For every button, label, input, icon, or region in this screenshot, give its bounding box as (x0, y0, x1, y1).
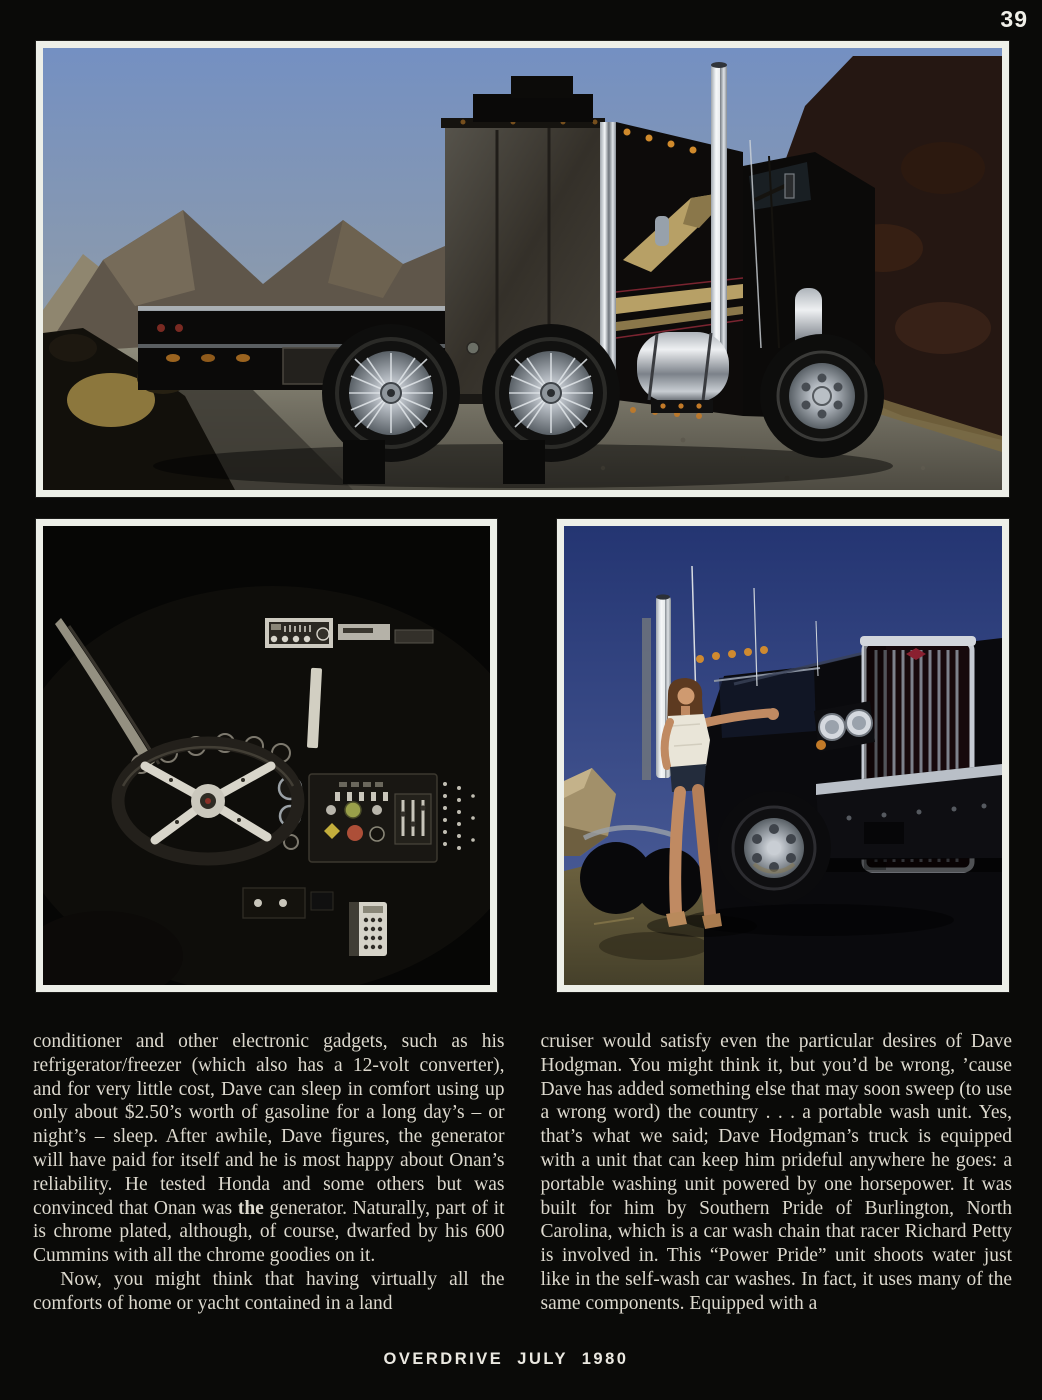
keypad-device[interactable] (349, 902, 387, 956)
rear-wire-wheel-2 (482, 324, 620, 462)
exhaust-stack (711, 62, 727, 382)
photo-frame-truck-exterior (35, 40, 1010, 498)
dash-switch-panel[interactable] (309, 774, 437, 862)
truck-exterior-photo (43, 48, 1002, 490)
front-wheel (760, 334, 884, 458)
cab-interior-photo (43, 526, 490, 985)
right-paragraph-1: cruiser would satisfy even the particular desires of Dave Hodgman. You might think it, but you’d be wrong, ’cause Dave has added something else that may soon sweep (to use a wrong word) the country . . . a portable wash unit. Yes, that’s what we said; Dave Hodgman’s truck is equipped with a unit that can keep him prideful anywhere he goes: a portable washing unit powered by one horsepower. It was built for him by Southern Pride of Burlington, North Carolina, which is a car wash chain that racer Richard Petty is involved in. This “Power Pride” unit shoots water just like in the self-wash car washes. In fact, it uses many of the same components. Equipped with a (540, 1031, 1012, 1314)
woman-at-truck-photo (564, 526, 1002, 985)
photo-frame-cab-interior (35, 518, 498, 993)
cb-radio (265, 618, 333, 648)
face (678, 688, 695, 705)
leg (675, 792, 680, 912)
mud-flap-2 (503, 440, 545, 484)
left-column (33, 1030, 505, 1316)
left-p1-bold-word: the (237, 1197, 264, 1219)
article-body (33, 1030, 1012, 1316)
page-number: 39 (1000, 6, 1028, 32)
rear-wire-wheel-1 (322, 324, 460, 462)
left-paragraph-2: Now, you might think that having virtually all the comforts of home or yacht contained in a land (33, 1268, 505, 1314)
right-column (541, 1030, 1013, 1316)
magazine-footer: OVERDRIVE JULY 1980 (383, 1350, 629, 1368)
left-p1-text-end: generator. Naturally, part of it is chrome plated, although, of course, dwarfed by his 600 Cummins with all the chrome goodies on it. (33, 1197, 505, 1267)
left-p1-text: conditioner and other electronic gadgets, such as his refrigerator/freezer (which also has a 12-volt converter), and for very little cost, Dave can sleep in comfort using up only about $2.50’s worth of gasoline for a long day’s – or night’s – sleep. After awhile, Dave figures, the generator will have paid for itself and he is most happy about Onan’s reliability. He tested Honda and some others but was convinced that Onan was (33, 1031, 505, 1219)
left-paragraph-1 (33, 1030, 505, 1268)
white-top (668, 714, 710, 769)
front-wheel (717, 791, 831, 905)
photo-frame-woman-at-truck (556, 518, 1010, 993)
mud-flap (343, 440, 385, 484)
